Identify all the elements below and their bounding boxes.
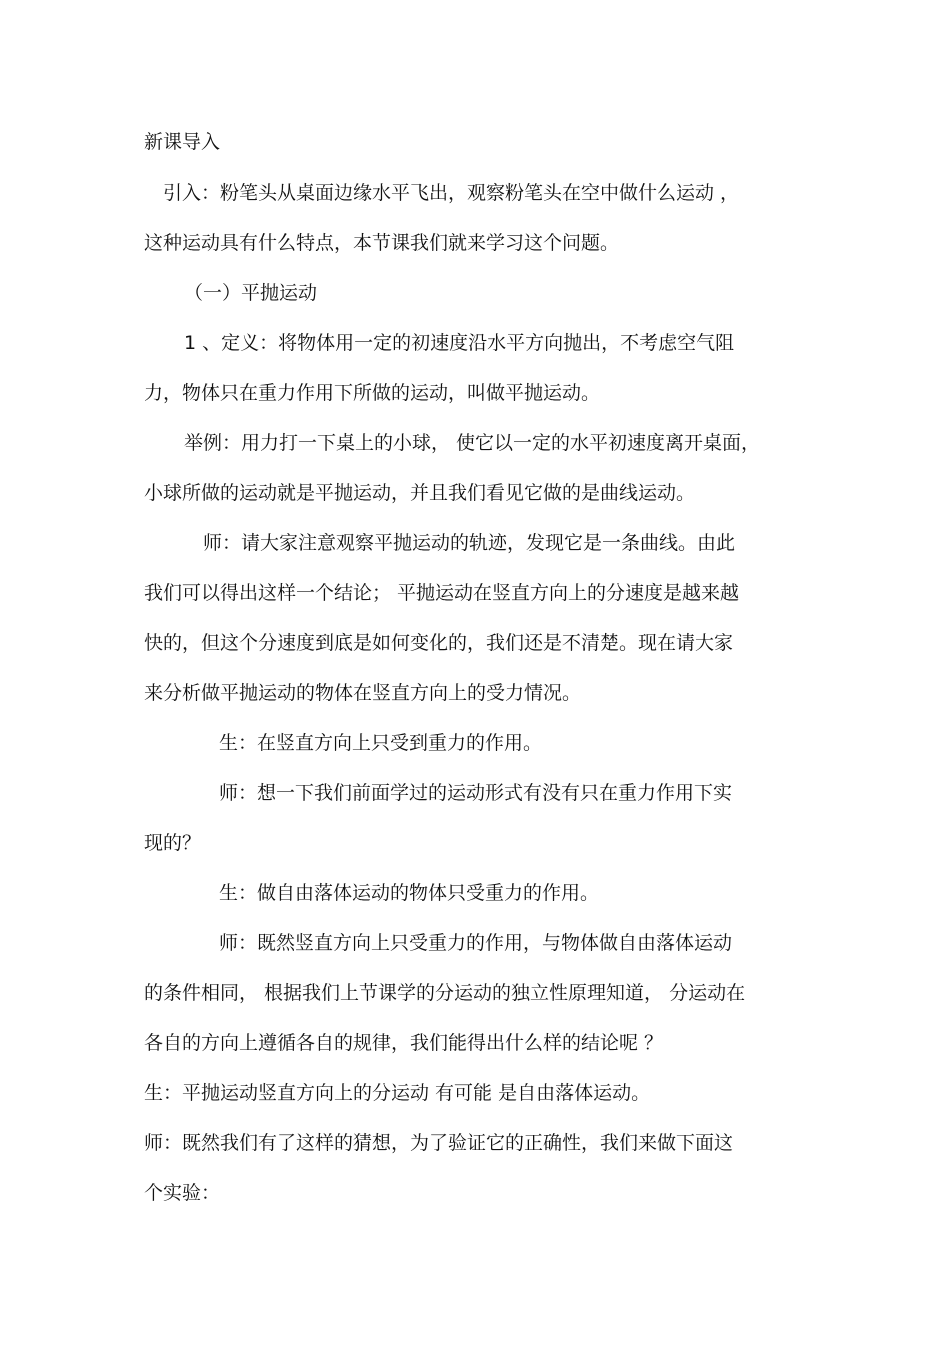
paragraph-line: 生：平抛运动竖直方向上的分运动 有可能 是自由落体运动。 <box>144 1082 651 1104</box>
paragraph-line: 我们可以得出这样一个结论； 平抛运动在竖直方向上的分速度是越来越 <box>144 582 740 604</box>
paragraph-line: 师：既然竖直方向上只受重力的作用，与物体做自由落体运动 <box>219 932 733 954</box>
paragraph-line: 师：既然我们有了这样的猜想，为了验证它的正确性，我们来做下面这 <box>144 1132 734 1154</box>
paragraph-line: 各自的方向上遵循各自的规律，我们能得出什么样的结论呢 ？ <box>144 1032 664 1054</box>
section-heading: 新课导入 <box>144 131 221 153</box>
paragraph-line: 举例：用力打一下桌上的小球， 使它以一定的水平初速度离开桌面， <box>184 432 761 454</box>
paragraph-line: 1 、定义：将物体用一定的初速度沿水平方向抛出，不考虑空气阻 <box>184 332 735 354</box>
paragraph-line: 的条件相同， 根据我们上节课学的分运动的独立性原理知道， 分运动在 <box>144 982 746 1004</box>
paragraph-line: 个实验： <box>144 1182 221 1204</box>
paragraph-line: 来分析做平抛运动的物体在竖直方向上的受力情况。 <box>144 682 582 704</box>
paragraph-line: 这种运动具有什么特点，本节课我们就来学习这个问题。 <box>144 232 620 254</box>
paragraph-line: 小球所做的运动就是平抛运动，并且我们看见它做的是曲线运动。 <box>144 482 696 504</box>
paragraph-line: 引入：粉笔头从桌面边缘水平飞出，观察粉笔头在空中做什么运动 ， <box>163 182 740 204</box>
paragraph-line: 快的，但这个分速度到底是如何变化的，我们还是不清楚。现在请大家 <box>144 632 734 654</box>
paragraph-line: 力，物体只在重力作用下所做的运动，叫做平抛运动。 <box>144 382 601 404</box>
paragraph-line: 生：在竖直方向上只受到重力的作用。 <box>219 732 543 754</box>
paragraph-line: 师：想一下我们前面学过的运动形式有没有只在重力作用下实 <box>219 782 733 804</box>
subsection-heading: （一）平抛运动 <box>184 282 318 304</box>
paragraph-line: 师：请大家注意观察平抛运动的轨迹，发现它是一条曲线。由此 <box>203 532 736 554</box>
paragraph-line: 生：做自由落体运动的物体只受重力的作用。 <box>219 882 600 904</box>
paragraph-line: 现的？ <box>144 832 202 854</box>
